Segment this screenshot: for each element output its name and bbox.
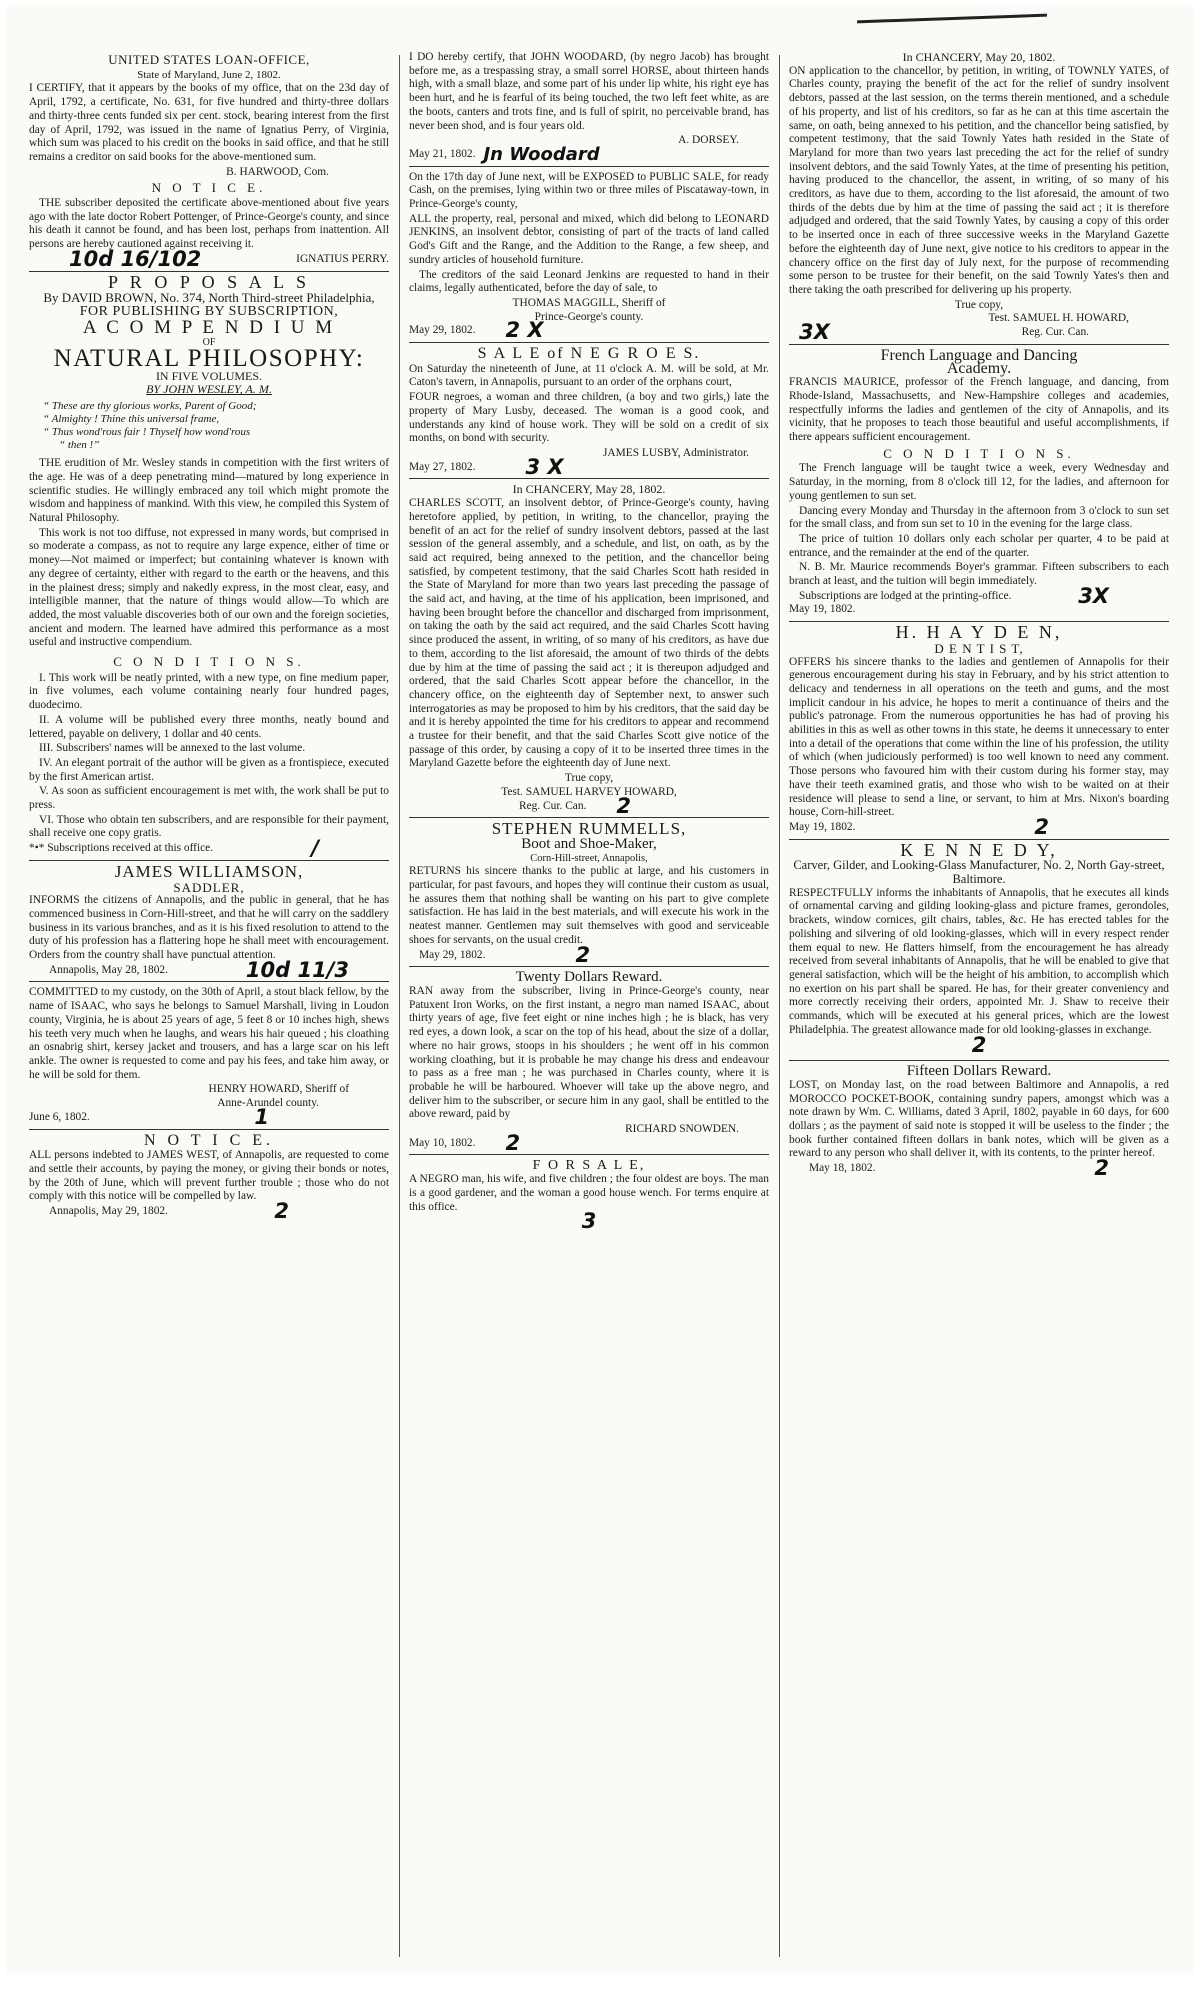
ad-signature: Anne-Arundel county. [217,1097,319,1110]
ad-body: CHARLES SCOTT, an insolvent debtor, of Prince-George's county, having heretofore applied, by petition, in writing, to the chancellor, praying the benefit of an act for the relief of sundry insolvent debtors, passed at the last session of the general assembly, and a schedule, and list, on oath, as by the said act required, being annexed to the petition, and the chancellor being satisfied, by competent testimony, that the said Charles Scott hath resided in the State of Maryland for more than two years last preceding the passage of the said act, and having, at the time of his application, been imprisoned, and having been brought before the chancellor and discharged from imprisonment, on taking the oath by the said act required, and the said Charles Scott having since produced the assent, in writing, of so many of his creditors, as have due to them, according to the list aforesaid, the amount of two thirds of the debts due by him at the time of passing the said act ; it is thereupon adjudged and ordered, that the said Charles Scott appear before the chancellor, in the chancery office, on the eighteenth day of September next, to answer such interrogatories as may be proposed to him by his creditors, that the said day be and it is hereby appointed the time for his creditors to appear and recommend a trustee for their benefit, and that the said Charles Scott give notice of the passage of this order, by causing a copy of it to be inserted three times in the Maryland Gazette before the eighteenth day of June next. [409,497,769,770]
ad-trade: Carver, Gilder, and Looking-Glass Manufacturer, No. 2, North Gay-street, [793,858,1165,873]
ad-signature: IGNATIUS PERRY. [296,252,389,265]
ad-trade: Boot and Shoe-Maker, [521,835,657,852]
poem-line: “ then !” [59,439,100,452]
handwritten-mark: 3 [581,1209,597,1234]
sale-of-negroes-ad [409,345,769,479]
notice-west [29,1131,389,1224]
ad-date: May 29, 1802. [409,324,476,337]
handwritten-mark: 2 [274,1199,289,1224]
ad-date: May 10, 1802. [409,1136,476,1149]
ad-signature: Test. SAMUEL H. HOWARD, [988,312,1129,325]
ad-signature: Reg. Cur. Can. [1021,326,1089,339]
ad-title: UNITED STATES LOAN-OFFICE, [108,52,310,67]
top-ink-mark [857,14,1047,24]
ad-body: I DO hereby certify, that JOHN WOODARD, (by negro Jacob) has brought before me, as a trespassing stray, a small sorrel HORSE, about thirteen hands high, with a small blaze, and some part of his under lip white, his right eye has been hurt, and he is fearful of its being touched, the two left feet white, as are the boots, canters and trots fine, and is full of spirit, no perceivable brand, has never been shod, and is four years old. [409,51,769,132]
ad-title: Twenty Dollars Reward. [515,969,663,986]
ad-signature: Prince-George's county. [534,310,644,323]
ad-body: RAN away from the subscriber, living in Prince-George's county, near Patuxent Iron Works, on the first instant, a negro man named ISAAC, about thirty years of age, five feet eight or nine inches high ; he is black, has very red eyes, a down look, a scar on the top of his head, about the size of a dollar, where no hair grows, stoops in his shoulders ; he went off in his common working cloathing, but it is probable he may change his dress and endeavour to pass as a free man ; he was purchased in Charles county, where it is probable he will be harboured. Whoever will take up the above negro, and deliver him to the subscriber, or secure him in any gaol, shall be entitled to the above reward, paid by [409,985,769,1121]
ad-of: OF [202,337,216,349]
column-rule [399,55,400,1957]
separator [789,1060,1169,1061]
chancery-yates-ad [789,51,1169,345]
condition-item: VI. Those who obtain ten subscribers, and are responsible for their payment, shall receive one copy gratis. [29,813,389,840]
kennedy-ad [789,839,1169,1057]
ad-dateline: In CHANCERY, May 20, 1802. [902,51,1056,64]
ad-body: The creditors of the said Leonard Jenkins are requested to hand in their claims, legally authenticated, before the day of sale, to [409,268,769,295]
handwritten-mark: 2 [575,942,591,967]
ad-signature: Reg. Cur. Can. [519,799,587,812]
ad-signature: Test. SAMUEL HARVEY HOWARD, [501,785,677,798]
ad-body: LOST, on Monday last, on the road between Baltimore and Annapolis, a red MOROCCO POCKET-BOOK, containing sundry papers, amongst which was a note drawn by Wm. C. Williams, dated 3 April, 1802, payable in 60 days, for 600 dollars ; as the payment of said note is stopped it will be useless to the finder ; the book further contained fifteen dollars in bank notes, which will be given as a reward to any person who shall deliver it, with its contents, to the printer hereof. [789,1078,1169,1160]
ad-name: H. H A Y D E N, [895,622,1063,643]
ad-author: BY JOHN WESLEY, A. M. [146,382,272,397]
ad-date: May 21, 1802. [409,147,476,160]
ad-name: JAMES WILLIAMSON, [114,861,304,881]
condition-item: Dancing every Monday and Thursday in the afternoon from 3 o'clock to sun set for the small class, and from sun set to 10 in the evening for the large class. [789,504,1169,531]
french-academy-ad [789,346,1169,617]
handwritten-mark: 2 [505,1130,521,1155]
ad-body: I CERTIFY, that it appears by the books of my office, that on the 23d day of April, 1792, a certificate, No. 631, for five hundred and thirty-three dollars and thirty-three cents funded six per cent. stock, bearing interest from the first day of April, 1792, was issued in the name of Ignatius Perry, of Virginia, which sum was placed to his credit on the books in said office, and that he still remains a creditor on said books for the above-mentioned sum. [29,82,389,163]
handwritten-mark: 3 X [525,454,564,479]
ad-body: ON application to the chancellor, by petition, in writing, of TOWNLY YATES, of Charles county, praying the benefit of the act for the relief of sundry insolvent debtors, passed at the last session, on the terms therein mentioned, and a schedule of his property, and list of his creditors, so far as he can at this time ascertain the same, on oath, being annexed to his petition, and the chancellor being satisfied, by competent testimony, that the said Townly Yates hath resided in the State of Maryland for more than two years last preceding the act for the relief of sundry insolvent debtors, and the said Townly Yates, at the time of presenting his petition, having produced to the chancellor, the assent, in writing, of so many of his creditors, as have due to them, according to the list aforesaid, the amount of two thirds of the debts due by him at the time of passing the said act ; it is therefore adjudged and ordered, that the said Townly Yates, by causing a copy of this order to be inserted once in each of three successive weeks in the Maryland Gazette before the eighteenth day of June next, give notice to his creditors to appear in the chancery office on the first day of July next, for the purpose of recommending some person to be trustee for their benefit, on the said Townly Yates's then and there taking the oath prescribed for delivering up his property. [789,64,1169,296]
jenkins-sale-ad [409,170,769,343]
ad-intro: On the 17th day of June next, will be EXPOSED to PUBLIC SALE, for ready Cash, on the premises, lying within two or three miles of Piscataway-town, in Prince-George's county, [409,170,769,211]
ad-date: May 29, 1802. [419,948,486,961]
separator [409,478,769,479]
proposals-ad [29,271,389,861]
ad-date: May 27, 1802. [409,460,476,473]
woodard-stray-ad [409,51,769,165]
condition-item: IV. An elegant portrait of the author will be given as a frontispiece, executed by the first American artist. [29,756,389,783]
column-rule [779,55,780,1957]
handwritten-mark: / [311,836,319,861]
notice-perry [29,180,389,271]
conditions-title: C O N D I T I O N S. [113,654,305,670]
chancery-scott-ad [409,482,769,818]
ad-paragraph: THE erudition of Mr. Wesley stands in competition with the first writers of the age. He was of a deep penetrating mind—matured by long experience in scientific studies. He willingly embraced any toil which might promote the wisdom and happiness of mankind. With this view, he compiled this System of Natural Philosophy. [29,457,389,524]
poem-line: “ Almighty ! Thine this universal frame, [43,413,220,426]
conditions-title: C O N D I T I O N S. [883,445,1075,461]
separator [409,166,769,167]
ad-title: Academy. [946,360,1012,378]
handwritten-mark: 2 X [505,318,544,343]
ad-title: P R O P O S A L S [107,271,311,292]
separator [409,342,769,343]
ad-signature: HENRY HOWARD, Sheriff of [208,1083,349,1096]
condition-item: I. This work will be neatly printed, with a new type, on fine medium paper, in five volumes, each volume containing nearly four hundred pages, duodecimo. [29,671,389,712]
column-3 [789,51,1169,1963]
ad-dateline: In CHANCERY, May 28, 1802. [512,482,666,497]
ad-date: Annapolis, May 29, 1802. [49,1205,168,1218]
ad-body: ALL persons indebted to JAMES WEST, of Annapolis, are requested to come and settle their accounts, by paying the money, or giving their bonds or notes, by the 20th of June, which will prevent further trouble ; those who do not comply with this notice will be compelled by law. [29,1149,389,1203]
ad-body: RESPECTFULLY informs the inhabitants of Annapolis, that he executes all kinds of ornamental carving and gilding looking-glass and picture frames, gerondoles, brackets, window cornices, gilt chairs, tables, &c. He has erected tables for the polishing and silvering of old looking-glasses, which will in every respect render them equal to new. He flatters himself, from the encouragement he has already received from several inhabitants of Annapolis, that he will be enabled to give that general satisfaction, which will be the height of his ambition, to accomplish which no exertion on his part shall be spared. He has, for their greater conveniency and more correctly receiving their orders, appointed Mr. J. Shaw to receive their commands, which will be executed at his general prices, which are the lowest Philadelphia. The greatest allowance made for old looking-glasses in exchange. [789,886,1169,1036]
ad-signature: THOMAS MAGGILL, Sheriff of [512,296,666,309]
ad-signature: A. DORSEY. [678,134,739,147]
separator [29,1129,389,1130]
ad-title: N O T I C E. [151,180,267,196]
ad-title: Fifteen Dollars Reward. [906,1063,1052,1080]
handwritten-mark: 3X [1078,583,1109,608]
ad-body: INFORMS the citizens of Annapolis, and the public in general, that he has commenced business in Corn-Hill-street, and that he will carry on the saddlery business in its various branches, and as it is his fixed resolution to attend to the duty of his profession has a flattering hope he shall meet with encouragement. Orders from the country shall have punctual attention. [29,894,389,962]
handwritten-mark: 2 [1034,814,1049,839]
fifteen-dollars-reward-ad [789,1063,1169,1181]
ad-name: K E N N E D Y, [900,839,1058,860]
ad-body: A NEGRO man, his wife, and five children ; the four oldest are boys. The man is a good gardener, and the woman a good house wench. For terms enquire at this office. [409,1173,769,1213]
ad-compendium: A C O M P E N D I U M [82,316,336,338]
ad-title: F O R S A L E, [532,1158,646,1174]
condition-item: The French language will be taught twice a week, every Wednesday and Saturday, in the morning, from 8 o'clock till 12, for the ladies, and afternoon for young gentlemen to sun set. [789,462,1169,502]
ad-city: Baltimore. [952,872,1006,887]
ad-footer: *•* Subscriptions received at this office. [29,842,214,855]
separator [409,817,769,818]
handwritten-mark: 10d 16/102 [69,246,202,271]
ad-date: Annapolis, May 28, 1802. [49,963,168,976]
handwritten-mark: Jn Woodard [483,143,600,165]
for-sale-ad [409,1159,769,1233]
ad-intro: On Saturday the nineteenth of June, at 11 o'clock A. M. will be sold, at Mr. Caton's tavern, in Annapolis, pursuant to an order of the orphans court, [409,362,769,389]
ad-address: Corn-Hill-street, Annapolis, [530,852,648,864]
separator [409,1154,769,1155]
condition-item: II. A volume will be published every three months, neatly bound and lettered, payable on delivery, 1 dollar and 40 cents. [29,713,389,740]
ad-paragraph: This work is not too diffuse, not expressed in many words, but comprised in so moderate a compass, as not to require any large expence, either of time or money—Not maimed or imperfect; but containing whatever is known with any degree of certainty, either with regard to the earth or the heavens, and this in the plainest dress; simply and nakedly express, in the most clear, easy, and intelligible manner, that the nature of things would allow—To which are added, the most valuable discoveries both of our own and the foreign societies, ancient and modern. The learned have admired this performance as a most useful and instructive compendium. [29,526,389,649]
ad-body: COMMITTED to my custody, on the 30th of April, a stout black fellow, by the name of ISAAC, who says he belongs to Samuel Marshall, living in Loudon county, Virginia, he is about 25 years of age, 5 feet 8 or 10 inches high, shews his teeth very much when he laughs, and wears his hair queued ; his cloathing an osnabrig shirt, kersey jacket and trousers, and has a large scar on his left ankle. The owner is requested to come and pay his fees, and take him away, or he will be sold for them. [29,986,389,1081]
ad-name: STEPHEN RUMMELLS, [491,819,687,839]
ad-title: S A L E of N E G R O E S. [477,345,701,363]
handwritten-mark: 3X [799,320,830,345]
handwritten-mark: 2 [616,793,632,818]
ad-signature: B. HARWOOD, Com. [226,165,329,178]
poem [43,400,389,452]
ad-date: May 19, 1802. [789,603,856,616]
condition-item: V. As soon as sufficient encouragement is met with, the work shall be put to press. [29,785,389,812]
ad-body: FOUR negroes, a woman and three children, (a boy and two girls,) late the property of Mary Lusby, deceased. The woman is a good cook, and understands any kind of house work. They will be sold on a credit of six months, on bond with security. [409,391,769,445]
ad-dateline: State of Maryland, June 2, 1802. [137,68,281,81]
committed-ad [29,986,389,1129]
ad-date: May 18, 1802. [809,1162,876,1175]
handwritten-mark: 2 [971,1032,987,1057]
poem-line: “ These are thy glorious works, Parent of Good; [43,400,257,413]
ad-body: RETURNS his sincere thanks to the public at large, and his customers in particular, for past favours, and hopes they will continue their custom as usual, he assures them that nothing shall be wanting on his part to give complete satisfaction. He has laid in the best materials, and will execute his work in the neatest manner. Gentlemen may suit themselves with good and serviceable shoes for servants, on the usual credit. [409,865,769,946]
ad-body: FRANCIS MAURICE, professor of the French language, and dancing, from Rhode-Island, Massachusetts, and New-Hampshire colleges and academies, respectfully informs the ladies and gentlemen of the city of Annapolis, and its vicinity, that he proposes to teach those beautiful and useful accomplishments, if there appears sufficient encouragement. [789,376,1169,443]
ad-body: THE subscriber deposited the certificate above-mentioned about five years ago with the late doctor Robert Pottenger, of Prince-George's county, and since his death it cannot be found, and has been lost, perhaps from inattention. All persons are hereby cautioned against receiving it. [29,197,389,251]
handwritten-mark: 1 [254,1104,269,1129]
ad-trade: D E N T I S T, [934,640,1024,656]
true-copy: True copy, [564,772,614,785]
rummells-ad [409,819,769,967]
column-2 [409,51,769,1963]
ad-date: May 19, 1802. [789,820,856,833]
separator [789,344,1169,345]
condition-item: Subscriptions are lodged at the printing-office. [799,589,1012,602]
ad-title: N O T I C E. [143,1131,275,1149]
true-copy: True copy, [954,298,1004,311]
ad-by: By DAVID BROWN, No. 374, North Third-street Philadelphia, [43,290,375,306]
condition-item: The price of tuition 10 dollars only each scholar per quarter, 4 to be paid at entrance, and the remainder at the end of the quarter. [789,532,1169,559]
ad-date: June 6, 1802. [29,1110,90,1123]
loan-office-notice [29,53,389,179]
condition-item: N. B. Mr. Maurice recommends Boyer's grammar. Fifteen subscribers to each branch at least, and the tuition will begin immediately. [789,561,1169,588]
ad-big-title: NATURAL PHILOSOPHY: [53,345,365,373]
ad-signature: JAMES LUSBY, Administrator. [603,446,749,459]
handwritten-mark: 2 [1094,1156,1109,1181]
condition-item: III. Subscribers' names will be annexed to the last volume. [39,742,306,755]
ad-title: French Language and Dancing [880,346,1078,364]
ad-body: OFFERS his sincere thanks to the ladies and gentlemen of Annapolis for their generous encouragement during his stay in February, and by his strict attention to delicacy and tenderness in all operations on the teeth and gums, and the most implicit candour in his advice, he hopes to merit a continuance of theirs and the public's patronage. From the numerous opportunities he has had of proving his abilities in this as well as other towns in this state, he deems it unnecessary to enter into a detail of the operations that come within the line of his profession, the utility of which (when judiciously performed) is too well known to need any comment. Those persons who favoured him with their custom during his former stay, may have their teeth examined gratis, and those who wish to be waited on at their residence will please to send a line, or servant, to him at Mrs. Nixon's boarding house, Corn-hill-street. [789,655,1169,819]
handwritten-mark: 10d 11/3 [245,957,349,982]
hayden-dentist-ad [789,622,1169,839]
newspaper-page [7,7,1193,1975]
poem-line: “ Thus wond'rous fair ! Thyself how wond'rous [43,426,251,439]
twenty-dollars-reward-ad [409,969,769,1155]
separator [29,860,389,861]
ad-signature: RICHARD SNOWDEN. [625,1123,739,1136]
saddler-ad [29,861,389,982]
ad-for: FOR PUBLISHING BY SUBSCRIPTION, [79,303,339,319]
column-1 [29,51,389,1963]
ad-trade: SADDLER, [173,879,245,895]
ad-volumes: IN FIVE VOLUMES. [155,368,263,383]
ad-body: ALL the property, real, personal and mixed, which did belong to LEONARD JENKINS, an insolvent debtor, consisting of part of the tracts of land called God's Gift and the Range, and the Addition to the Range, a few sheep, and sundry articles of household furniture. [409,212,769,266]
